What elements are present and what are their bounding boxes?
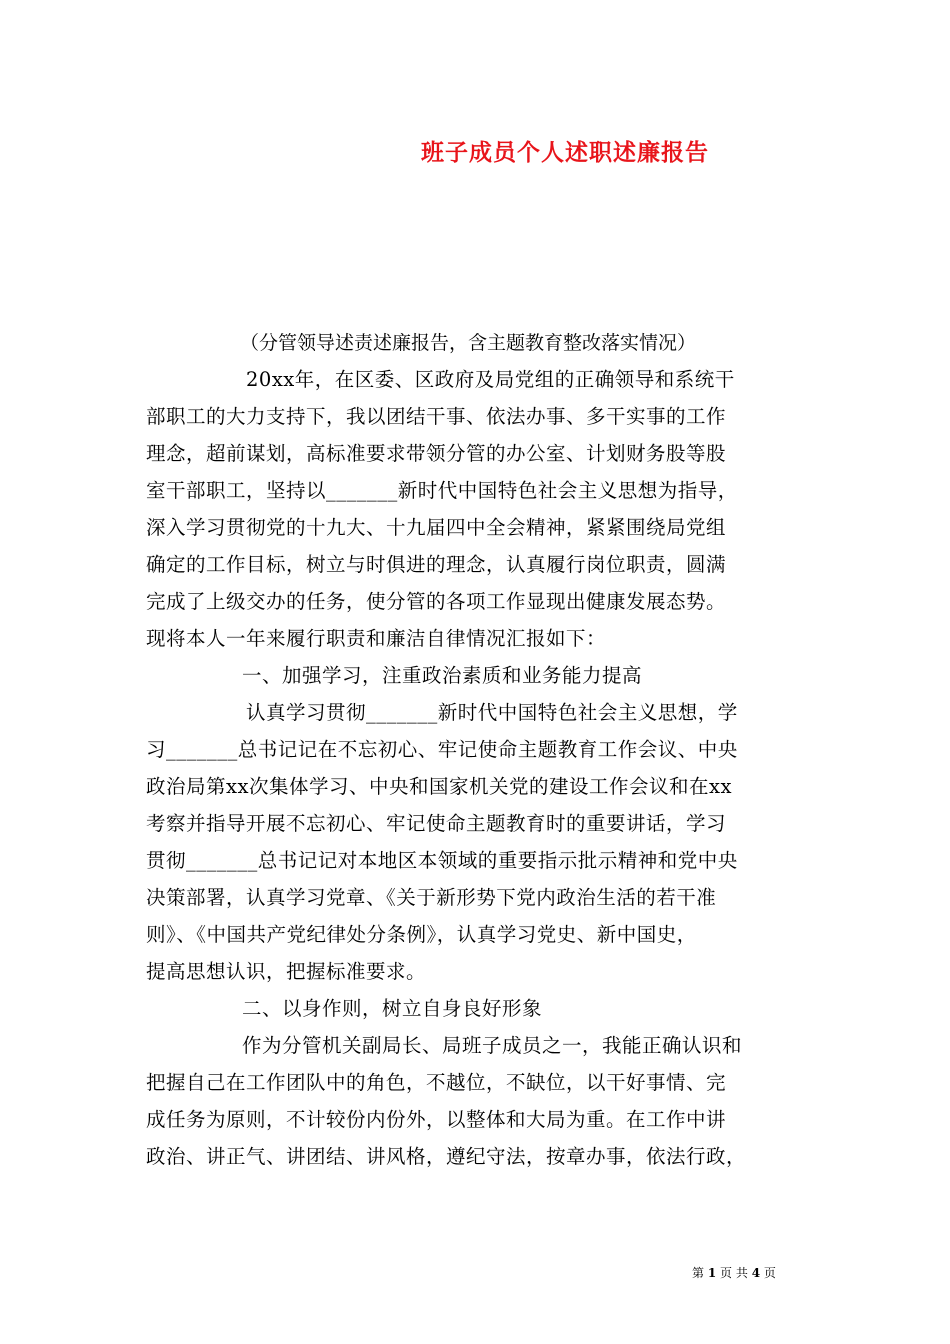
paragraph-line: 贯彻_______总书记记对本地区本领域的重要指示批示精神和党中央: [146, 849, 738, 872]
paragraph-line: 理念，超前谋划，高标准要求带领分管的办公室、计划财务股等股: [146, 442, 727, 465]
footer-suffix: 页: [763, 1266, 776, 1280]
paragraph-line: 习_______总书记记在不忘初心、牢记使命主题教育工作会议、中央: [146, 738, 738, 761]
document-subtitle: （分管领导述责述廉报告，含主题教育整改落实情况）: [240, 332, 697, 354]
page-footer: [692, 1264, 776, 1281]
footer-middle: 页 共: [720, 1266, 748, 1280]
document-title: 班子成员个人述职述廉报告: [421, 139, 709, 166]
paragraph-line: 考察并指导开展不忘初心、牢记使命主题教育时的重要讲话，学习: [146, 812, 727, 835]
paragraph-line: 完成了上级交办的任务，使分管的各项工作显现出健康发展态势。: [146, 590, 727, 613]
paragraph-line: 则》、《中国共产党纪律处分条例》，认真学习党史、新中国史，: [146, 923, 697, 946]
paragraph-line: 确定的工作目标，树立与时俱进的理念，认真履行岗位职责，圆满: [146, 553, 727, 576]
paragraph-line: 成任务为原则，不计较份内份外，以整体和大局为重。在工作中讲: [146, 1108, 727, 1131]
paragraph-line: 提高思想认识，把握标准要求。: [146, 960, 427, 983]
paragraph-line: 把握自己在工作团队中的角色，不越位，不缺位，以干好事情、完: [146, 1071, 727, 1094]
paragraph-line: 政治局第xx次集体学习、中央和国家机关党的建设工作会议和在xx: [146, 775, 732, 798]
total-pages-number: 4: [751, 1266, 761, 1280]
current-page-number: 1: [707, 1266, 717, 1280]
paragraph-line: 作为分管机关副局长、局班子成员之一，我能正确认识和: [242, 1034, 743, 1057]
section-heading: 二、以身作则，树立自身良好形象: [242, 997, 543, 1020]
paragraph-line: 现将本人一年来履行职责和廉洁自律情况汇报如下：: [146, 627, 607, 650]
paragraph-line: 决策部署，认真学习党章、《关于新形势下党内政治生活的若干准: [146, 886, 717, 909]
paragraph-line: 室干部职工，坚持以_______新时代中国特色社会主义思想为指导，: [146, 479, 738, 502]
paragraph-line: 20xx年，在区委、区政府及局党组的正确领导和系统干: [246, 368, 735, 391]
paragraph-line: 政治、讲正气、讲团结、讲风格，遵纪守法，按章办事，依法行政，: [146, 1145, 747, 1168]
paragraph-line: 部职工的大力支持下，我以团结干事、依法办事、多干实事的工作: [146, 405, 727, 428]
paragraph-line: 认真学习贯彻_______新时代中国特色社会主义思想，学: [246, 701, 738, 724]
paragraph-line: 深入学习贯彻党的十九大、十九届四中全会精神，紧紧围绕局党组: [146, 516, 727, 539]
footer-prefix: 第: [692, 1266, 705, 1280]
section-heading: 一、加强学习，注重政治素质和业务能力提高: [242, 664, 643, 687]
